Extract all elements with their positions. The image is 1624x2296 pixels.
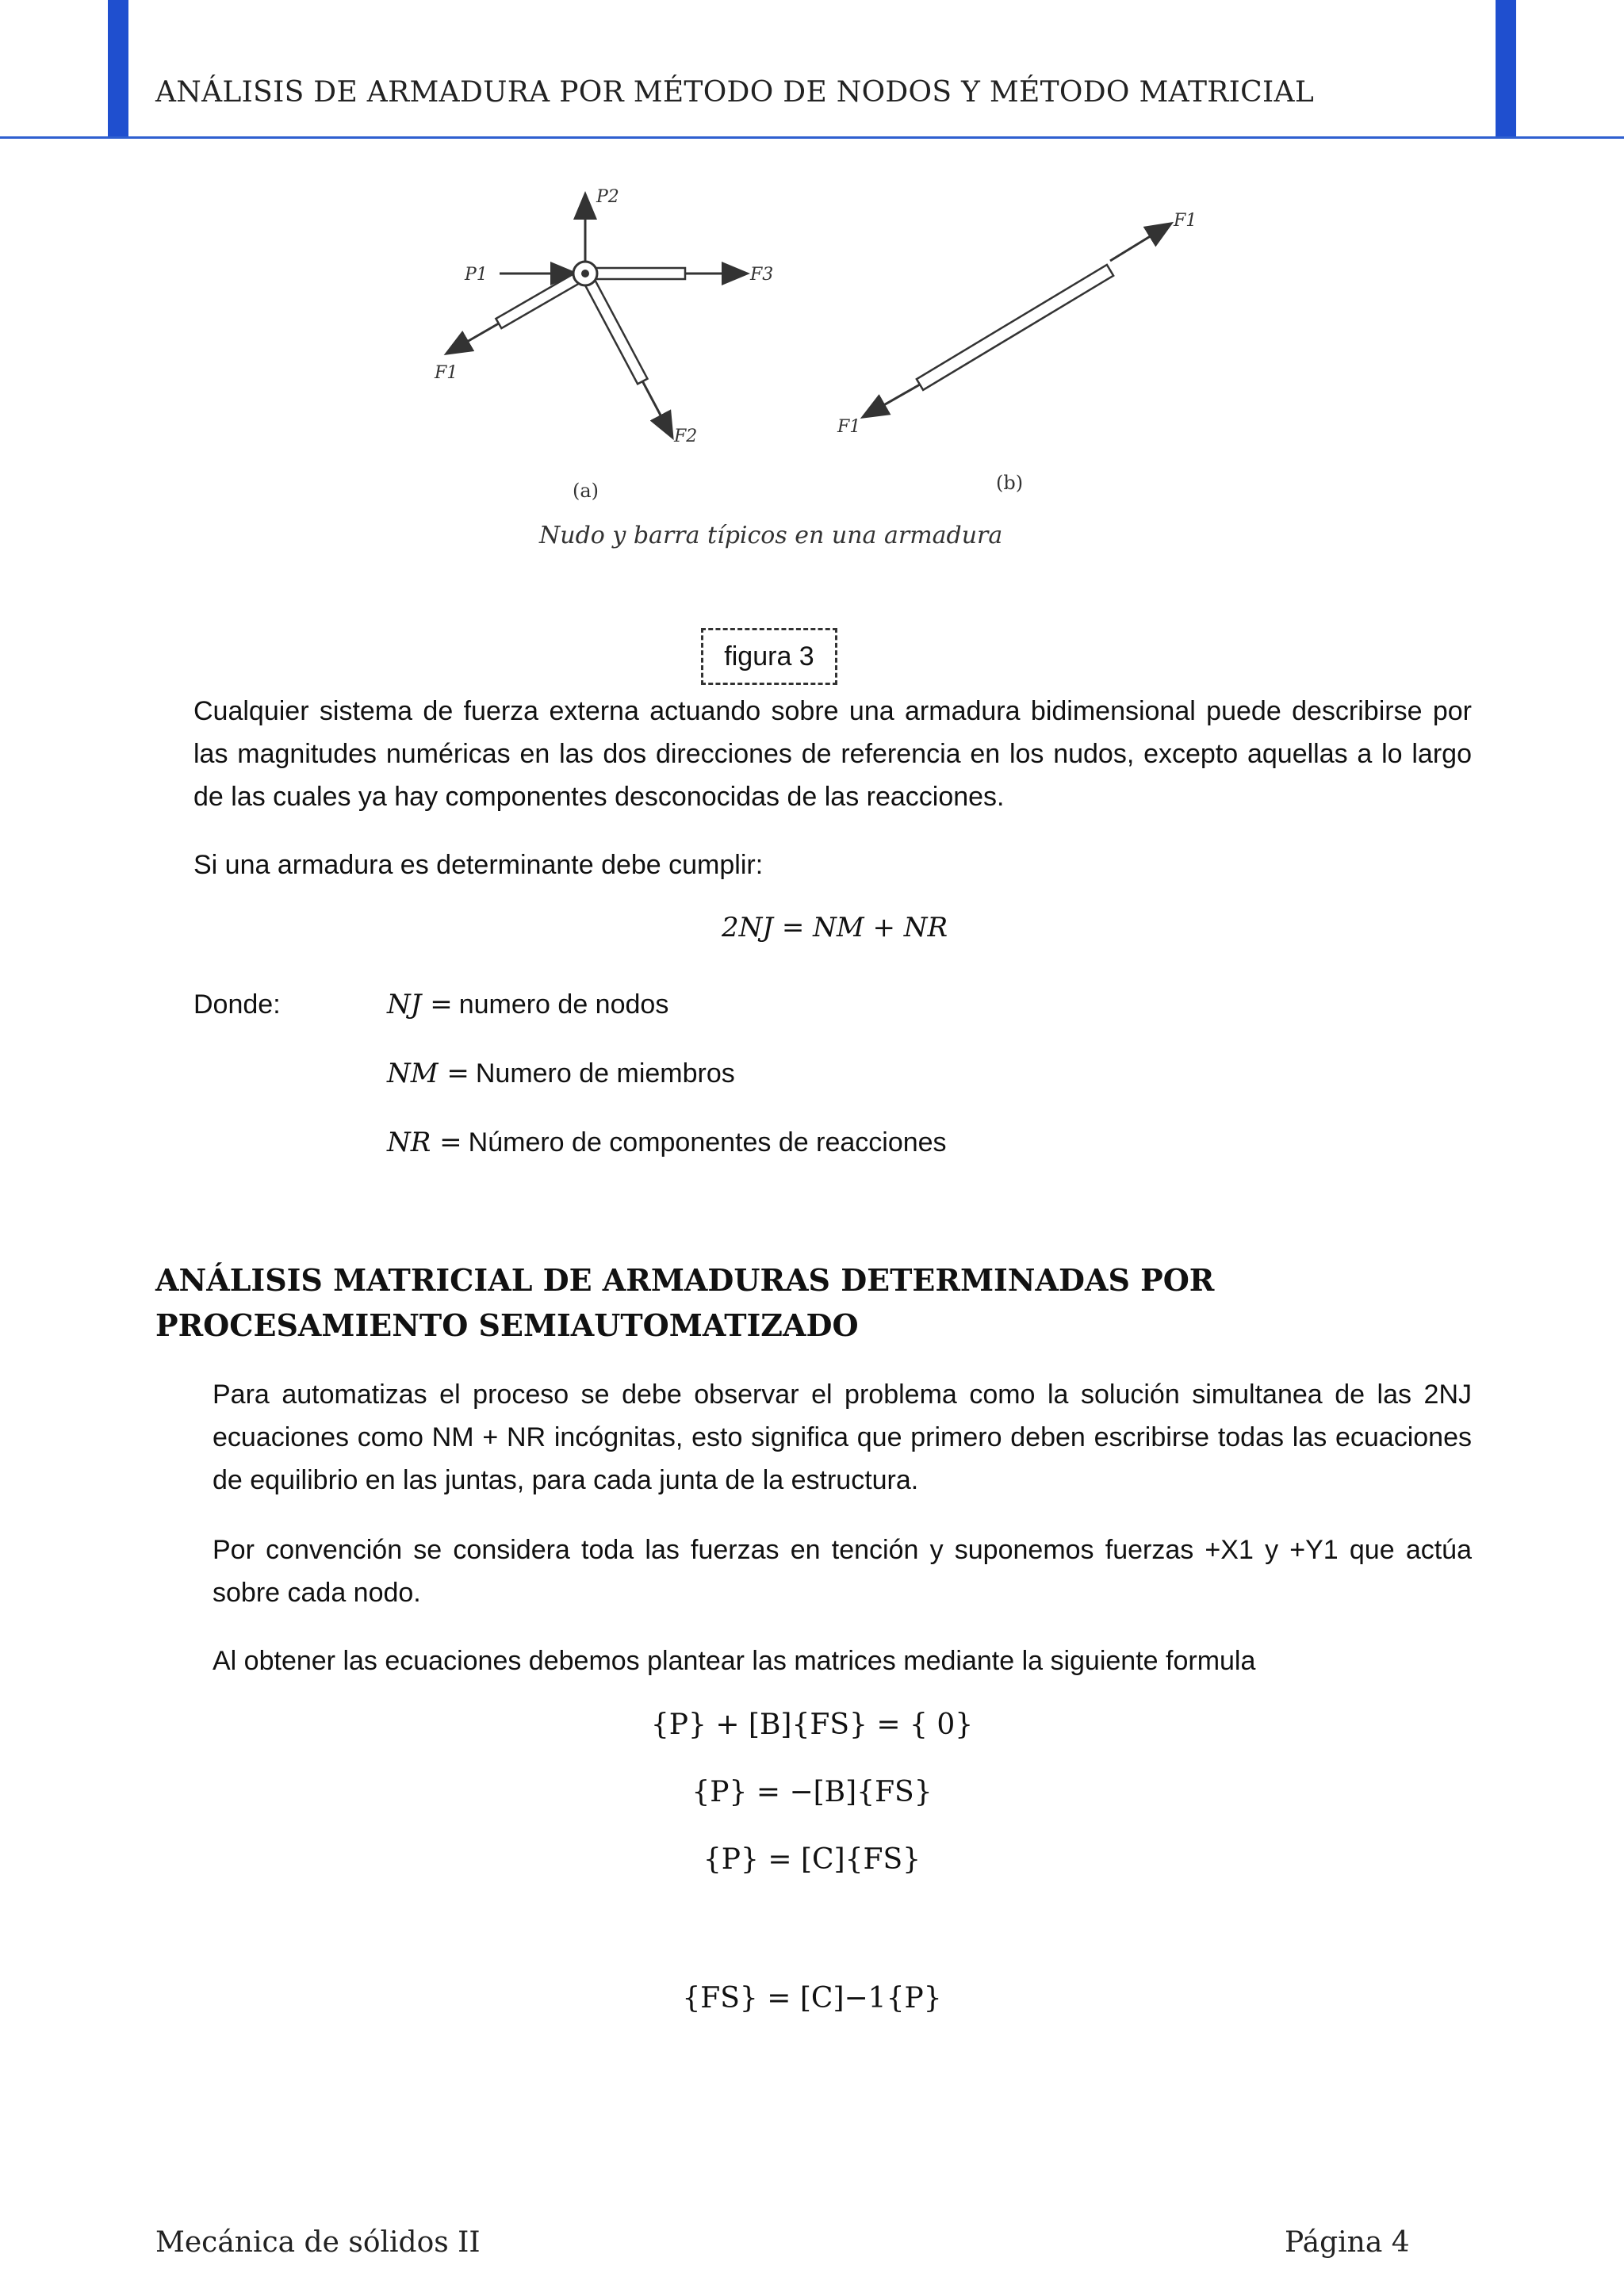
label-b-f1-bottom: F1 <box>837 417 861 437</box>
formula-fs-inverse: {FS} = [C]−1{P} <box>682 1982 942 2015</box>
determinacy-equation: 2NJ = NM + NR <box>722 912 948 943</box>
label-f1: F1 <box>435 363 458 383</box>
formula-p-negative-b: {P} = −[B]{FS} <box>691 1776 933 1808</box>
section-title: ANÁLISIS MATRICIAL DE ARMADURAS DETERMINADAS POR PROCESAMIENTO SEMIAUTOMATIZADO <box>155 1262 1215 1343</box>
paragraph-external-forces: Cualquier sistema de fuerza externa actuando sobre una armadura bidimensional puede describirse por las magnitudes numéricas en las dos direcciones de referencia en los nudos, excepto aquellas a lo largo de las cuales ya hay componentes desconocidas de las reacciones. <box>193 696 1472 812</box>
definition-nr-text: Número de componentes de reacciones <box>468 1127 947 1158</box>
label-f2: F2 <box>674 427 698 446</box>
definition-nm <box>387 1052 735 1095</box>
label-f3: F3 <box>750 265 774 285</box>
definition-nj-text: numero de nodos <box>458 989 669 1020</box>
sub-label-b: (b) <box>996 472 1024 494</box>
definition-nj <box>387 983 668 1026</box>
figure-image-caption: Nudo y barra típicos en una armadura <box>539 522 1003 549</box>
paragraph-automation: Para automatizas el proceso se debe observar el problema como la solución simultanea de las 2NJ ecuaciones como NM + NR incógnitas, esto significa que primero deben escribirse todas las ecuaciones de equilibrio en las juntas, para cada junta de la estructura. <box>213 1380 1472 1495</box>
bar-diagram-b <box>837 211 1197 494</box>
header-accent-bar-right <box>1496 0 1516 138</box>
label-p1: P1 <box>465 265 488 285</box>
definition-nm-symbol: NM = <box>387 1058 469 1089</box>
truss-figure <box>396 163 1237 575</box>
definition-nr-symbol: NR = <box>387 1127 462 1158</box>
header-accent-bar-left <box>108 0 128 138</box>
paragraph-determinate-condition: Si una armadura es determinante debe cumplir: <box>193 850 764 880</box>
header-title: ANÁLISIS DE ARMADURA POR MÉTODO DE NODOS Y MÉTODO MATRICIAL <box>155 76 1315 109</box>
joint-diagram-a <box>434 187 773 502</box>
sub-label-a: (a) <box>573 480 599 502</box>
label-p2: P2 <box>596 187 619 207</box>
label-b-f1-top: F1 <box>1174 211 1197 231</box>
footer-page-number: Página 4 <box>1285 2226 1410 2259</box>
definition-nj-symbol: NJ = <box>387 989 453 1020</box>
formula-p-c: {P} = [C]{FS} <box>703 1843 921 1876</box>
paragraph-matrices: Al obtener las ecuaciones debemos plantear las matrices mediante la siguiente formula <box>213 1646 1256 1676</box>
figure-label: figura 3 <box>701 628 837 685</box>
donde-label: Donde: <box>193 989 281 1020</box>
formula-equilibrium: {P} + [B]{FS} = { 0} <box>650 1709 974 1741</box>
paragraph-convention: Por convención se considera toda las fuerzas en tención y suponemos fuerzas +X1 y +Y1 que actúa sobre cada nodo. <box>213 1535 1472 1608</box>
header-rule <box>0 136 1624 139</box>
truss-figure-svg <box>396 163 1237 575</box>
definition-nm-text: Numero de miembros <box>475 1058 735 1089</box>
footer-course: Mecánica de sólidos II <box>155 2226 481 2259</box>
definition-nr <box>387 1121 947 1164</box>
